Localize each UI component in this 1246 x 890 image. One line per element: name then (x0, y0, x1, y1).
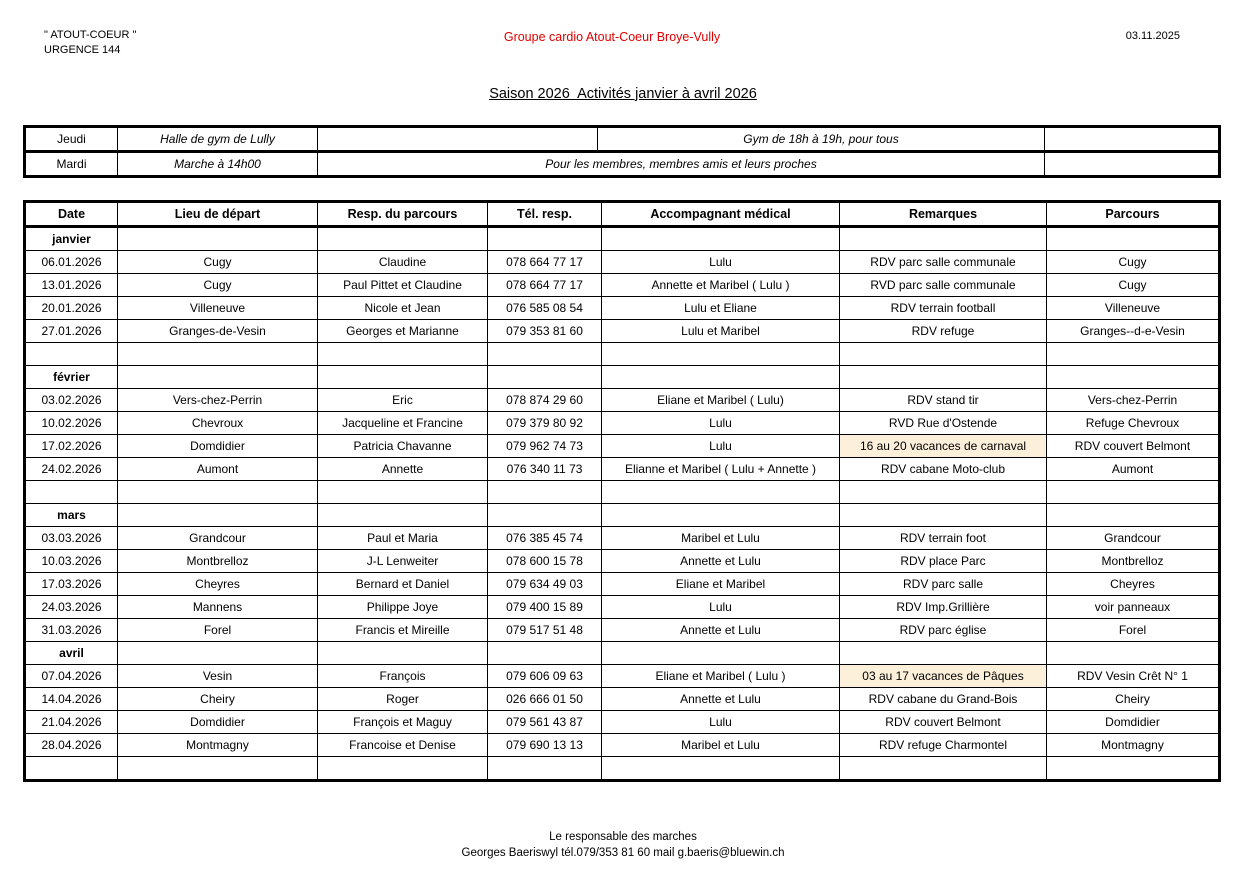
cell: Montbrelloz (118, 549, 318, 572)
empty-cell (118, 342, 318, 365)
cell: 03.03.2026 (25, 526, 118, 549)
info-row-mardi (25, 151, 1220, 176)
cell: 21.04.2026 (25, 710, 118, 733)
cell: 079 561 43 87 (488, 710, 602, 733)
column-header: Date (25, 201, 118, 226)
cell: RDV terrain football (840, 296, 1047, 319)
empty-cell (602, 365, 840, 388)
column-header: Resp. du parcours (318, 201, 488, 226)
cell: Mannens (118, 595, 318, 618)
empty-cell (118, 503, 318, 526)
doc-header (0, 0, 1246, 58)
empty-cell (1047, 756, 1220, 780)
empty-cell (1047, 365, 1220, 388)
cell: Cheiry (118, 687, 318, 710)
cell: 079 690 13 13 (488, 733, 602, 756)
season-title: Saison 2026 Activités janvier à avril 2026 (489, 85, 757, 102)
cell: François (318, 664, 488, 687)
month-label: février (25, 365, 118, 388)
cell: Annette et Lulu (602, 549, 840, 572)
cell: Grandcour (118, 526, 318, 549)
table-row (25, 250, 1220, 273)
cell: Cugy (118, 250, 318, 273)
empty-cell (488, 342, 602, 365)
empty-cell (1047, 342, 1220, 365)
cell: RDV couvert Belmont (1047, 434, 1220, 457)
cell: 17.02.2026 (25, 434, 118, 457)
cell: Annette et Lulu (602, 618, 840, 641)
info-row-jeudi (25, 126, 1220, 151)
cell: 079 379 80 92 (488, 411, 602, 434)
cell: Eliane et Maribel ( Lulu) (602, 388, 840, 411)
cell: Georges et Marianne (318, 319, 488, 342)
cell: Cugy (118, 273, 318, 296)
cell: 079 353 81 60 (488, 319, 602, 342)
cell: Montmagny (118, 733, 318, 756)
cell: Granges--d-e-Vesin (1047, 319, 1220, 342)
cell: Villeneuve (118, 296, 318, 319)
month-row (25, 226, 1220, 250)
empty-cell (25, 342, 118, 365)
cell: 076 585 08 54 (488, 296, 602, 319)
cell: RDV stand tir (840, 388, 1047, 411)
column-header: Parcours (1047, 201, 1220, 226)
cell: Vesin (118, 664, 318, 687)
empty-cell (602, 503, 840, 526)
column-header: Remarques (840, 201, 1047, 226)
cell: 16 au 20 vacances de carnaval (840, 434, 1047, 457)
empty-cell (318, 641, 488, 664)
cell: RVD Rue d'Ostende (840, 411, 1047, 434)
info-activity: Marche à 14h00 (118, 151, 318, 176)
cell: RDV refuge Charmontel (840, 733, 1047, 756)
cell: Refuge Chevroux (1047, 411, 1220, 434)
cell: 24.03.2026 (25, 595, 118, 618)
cell: 076 385 45 74 (488, 526, 602, 549)
empty-cell (318, 342, 488, 365)
empty-cell (1047, 480, 1220, 503)
cell: Lulu et Maribel (602, 319, 840, 342)
cell: RDV cabane du Grand-Bois (840, 687, 1047, 710)
cell: François et Maguy (318, 710, 488, 733)
cell: RDV cabane Moto-club (840, 457, 1047, 480)
cell: 026 666 01 50 (488, 687, 602, 710)
cell: Cugy (1047, 273, 1220, 296)
table-row (25, 411, 1220, 434)
empty-cell (1047, 226, 1220, 250)
org-block (44, 28, 328, 58)
empty-cell (488, 365, 602, 388)
cell: RDV parc salle (840, 572, 1047, 595)
spacer-row (25, 342, 1220, 365)
cell: Eliane et Maribel (602, 572, 840, 595)
schedule-table (23, 200, 1221, 782)
cell: Patricia Chavanne (318, 434, 488, 457)
empty-cell (1047, 641, 1220, 664)
cell: Annette et Maribel ( Lulu ) (602, 273, 840, 296)
month-row (25, 641, 1220, 664)
column-header: Tél. resp. (488, 201, 602, 226)
empty-cell (318, 503, 488, 526)
column-header: Lieu de départ (118, 201, 318, 226)
spacer-row (25, 756, 1220, 780)
cell: 078 664 77 17 (488, 250, 602, 273)
cell: 10.02.2026 (25, 411, 118, 434)
cell: Cugy (1047, 250, 1220, 273)
cell: Domdidier (118, 710, 318, 733)
empty-cell (602, 641, 840, 664)
cell: 14.04.2026 (25, 687, 118, 710)
cell: 078 874 29 60 (488, 388, 602, 411)
info-empty-cell (1045, 151, 1220, 176)
column-header: Accompagnant médical (602, 201, 840, 226)
empty-cell (840, 756, 1047, 780)
empty-cell (118, 756, 318, 780)
spacer-row (25, 480, 1220, 503)
info-day: Mardi (25, 151, 118, 176)
cell: 079 517 51 48 (488, 618, 602, 641)
month-row (25, 365, 1220, 388)
cell: Jacqueline et Francine (318, 411, 488, 434)
cell: Philippe Joye (318, 595, 488, 618)
empty-cell (840, 503, 1047, 526)
cell: Grandcour (1047, 526, 1220, 549)
table-row (25, 664, 1220, 687)
cell: Maribel et Lulu (602, 526, 840, 549)
table-row (25, 687, 1220, 710)
empty-cell (1047, 503, 1220, 526)
table-row (25, 388, 1220, 411)
empty-cell (488, 641, 602, 664)
cell: 079 634 49 03 (488, 572, 602, 595)
cell: Paul Pittet et Claudine (318, 273, 488, 296)
cell: 078 664 77 17 (488, 273, 602, 296)
cell: Lulu (602, 411, 840, 434)
cell: 078 600 15 78 (488, 549, 602, 572)
empty-cell (25, 756, 118, 780)
cell: Villeneuve (1047, 296, 1220, 319)
cell: Aumont (118, 457, 318, 480)
table-row (25, 457, 1220, 480)
table-row (25, 710, 1220, 733)
cell: Vers-chez-Perrin (118, 388, 318, 411)
cell: 13.01.2026 (25, 273, 118, 296)
info-table (23, 125, 1221, 178)
info-empty-cell (318, 126, 598, 151)
cell: Forel (118, 618, 318, 641)
info-day: Jeudi (25, 126, 118, 151)
cell: Paul et Maria (318, 526, 488, 549)
cell: Domdidier (118, 434, 318, 457)
cell: 24.02.2026 (25, 457, 118, 480)
empty-cell (602, 756, 840, 780)
cell: RDV parc salle communale (840, 250, 1047, 273)
cell: 079 606 09 63 (488, 664, 602, 687)
cell: Aumont (1047, 457, 1220, 480)
cell: Annette et Lulu (602, 687, 840, 710)
table-row (25, 319, 1220, 342)
cell: RDV place Parc (840, 549, 1047, 572)
cell: Claudine (318, 250, 488, 273)
table-row (25, 572, 1220, 595)
month-label: avril (25, 641, 118, 664)
cell: RDV terrain foot (840, 526, 1047, 549)
cell: Chevroux (118, 411, 318, 434)
cell: Bernard et Daniel (318, 572, 488, 595)
cell: Montmagny (1047, 733, 1220, 756)
footer-line-1: Le responsable des marches (549, 830, 697, 843)
cell: 31.03.2026 (25, 618, 118, 641)
footer-line-2: Georges Baeriswyl tél.079/353 81 60 mail g.baeris@bluewin.ch (461, 847, 785, 860)
cell: Granges-de-Vesin (118, 319, 318, 342)
group-title-block (328, 28, 896, 44)
empty-cell (488, 226, 602, 250)
empty-cell (602, 342, 840, 365)
doc-date-block (896, 28, 1180, 42)
empty-cell (488, 503, 602, 526)
cell: Lulu et Eliane (602, 296, 840, 319)
cell: Francis et Mireille (318, 618, 488, 641)
cell: Nicole et Jean (318, 296, 488, 319)
cell: 079 400 15 89 (488, 595, 602, 618)
cell: 10.03.2026 (25, 549, 118, 572)
org-name: " ATOUT-COEUR " (44, 29, 137, 41)
cell: Cheiry (1047, 687, 1220, 710)
cell: Forel (1047, 618, 1220, 641)
cell: RDV Vesin Crêt N° 1 (1047, 664, 1220, 687)
cell: Vers-chez-Perrin (1047, 388, 1220, 411)
cell: RVD parc salle communale (840, 273, 1047, 296)
cell: Elianne et Maribel ( Lulu + Annette ) (602, 457, 840, 480)
cell: Lulu (602, 250, 840, 273)
cell: Roger (318, 687, 488, 710)
cell: 079 962 74 73 (488, 434, 602, 457)
cell: Cheyres (118, 572, 318, 595)
table-row (25, 595, 1220, 618)
empty-cell (118, 641, 318, 664)
cell: Eliane et Maribel ( Lulu ) (602, 664, 840, 687)
empty-cell (602, 226, 840, 250)
empty-cell (840, 342, 1047, 365)
empty-cell (488, 480, 602, 503)
cell: RDV parc église (840, 618, 1047, 641)
cell: Eric (318, 388, 488, 411)
cell: Domdidier (1047, 710, 1220, 733)
schedule-body (25, 226, 1220, 780)
cell: 17.03.2026 (25, 572, 118, 595)
cell: Maribel et Lulu (602, 733, 840, 756)
empty-cell (840, 226, 1047, 250)
empty-cell (318, 756, 488, 780)
org-subtitle: URGENCE 144 (44, 43, 121, 56)
cell: Annette (318, 457, 488, 480)
cell: 06.01.2026 (25, 250, 118, 273)
empty-cell (25, 480, 118, 503)
table-row (25, 296, 1220, 319)
cell: 03 au 17 vacances de Pâques (840, 664, 1047, 687)
month-label: mars (25, 503, 118, 526)
empty-cell (602, 480, 840, 503)
cell: Montbrelloz (1047, 549, 1220, 572)
empty-cell (840, 641, 1047, 664)
cell: Francoise et Denise (318, 733, 488, 756)
cell: 07.04.2026 (25, 664, 118, 687)
season-title-wrap (0, 85, 1246, 103)
doc-footer (0, 829, 1246, 862)
info-empty-cell (1045, 126, 1220, 151)
cell: 076 340 11 73 (488, 457, 602, 480)
cell: RDV Imp.Grillière (840, 595, 1047, 618)
table-row (25, 618, 1220, 641)
empty-cell (318, 365, 488, 388)
table-row (25, 733, 1220, 756)
empty-cell (840, 480, 1047, 503)
empty-cell (118, 480, 318, 503)
month-label: janvier (25, 226, 118, 250)
table-row (25, 549, 1220, 572)
info-detail-span: Pour les membres, membres amis et leurs proches (318, 151, 1045, 176)
cell: Lulu (602, 710, 840, 733)
cell: RDV couvert Belmont (840, 710, 1047, 733)
table-row (25, 434, 1220, 457)
empty-cell (318, 480, 488, 503)
cell: J-L Lenweiter (318, 549, 488, 572)
cell: RDV refuge (840, 319, 1047, 342)
table-row (25, 526, 1220, 549)
info-activity: Halle de gym de Lully (118, 126, 318, 151)
cell: 03.02.2026 (25, 388, 118, 411)
cell: 28.04.2026 (25, 733, 118, 756)
empty-cell (118, 226, 318, 250)
doc-date: 03.11.2025 (1125, 30, 1180, 42)
empty-cell (488, 756, 602, 780)
cell: Lulu (602, 595, 840, 618)
group-title: Groupe cardio Atout-Coeur Broye-Vully (503, 30, 721, 44)
schedule-header-row (25, 201, 1220, 226)
empty-cell (840, 365, 1047, 388)
cell: Cheyres (1047, 572, 1220, 595)
table-row (25, 273, 1220, 296)
empty-cell (118, 365, 318, 388)
cell: 20.01.2026 (25, 296, 118, 319)
cell: 27.01.2026 (25, 319, 118, 342)
month-row (25, 503, 1220, 526)
empty-cell (318, 226, 488, 250)
cell: Lulu (602, 434, 840, 457)
info-detail: Gym de 18h à 19h, pour tous (598, 126, 1045, 151)
cell: voir panneaux (1047, 595, 1220, 618)
